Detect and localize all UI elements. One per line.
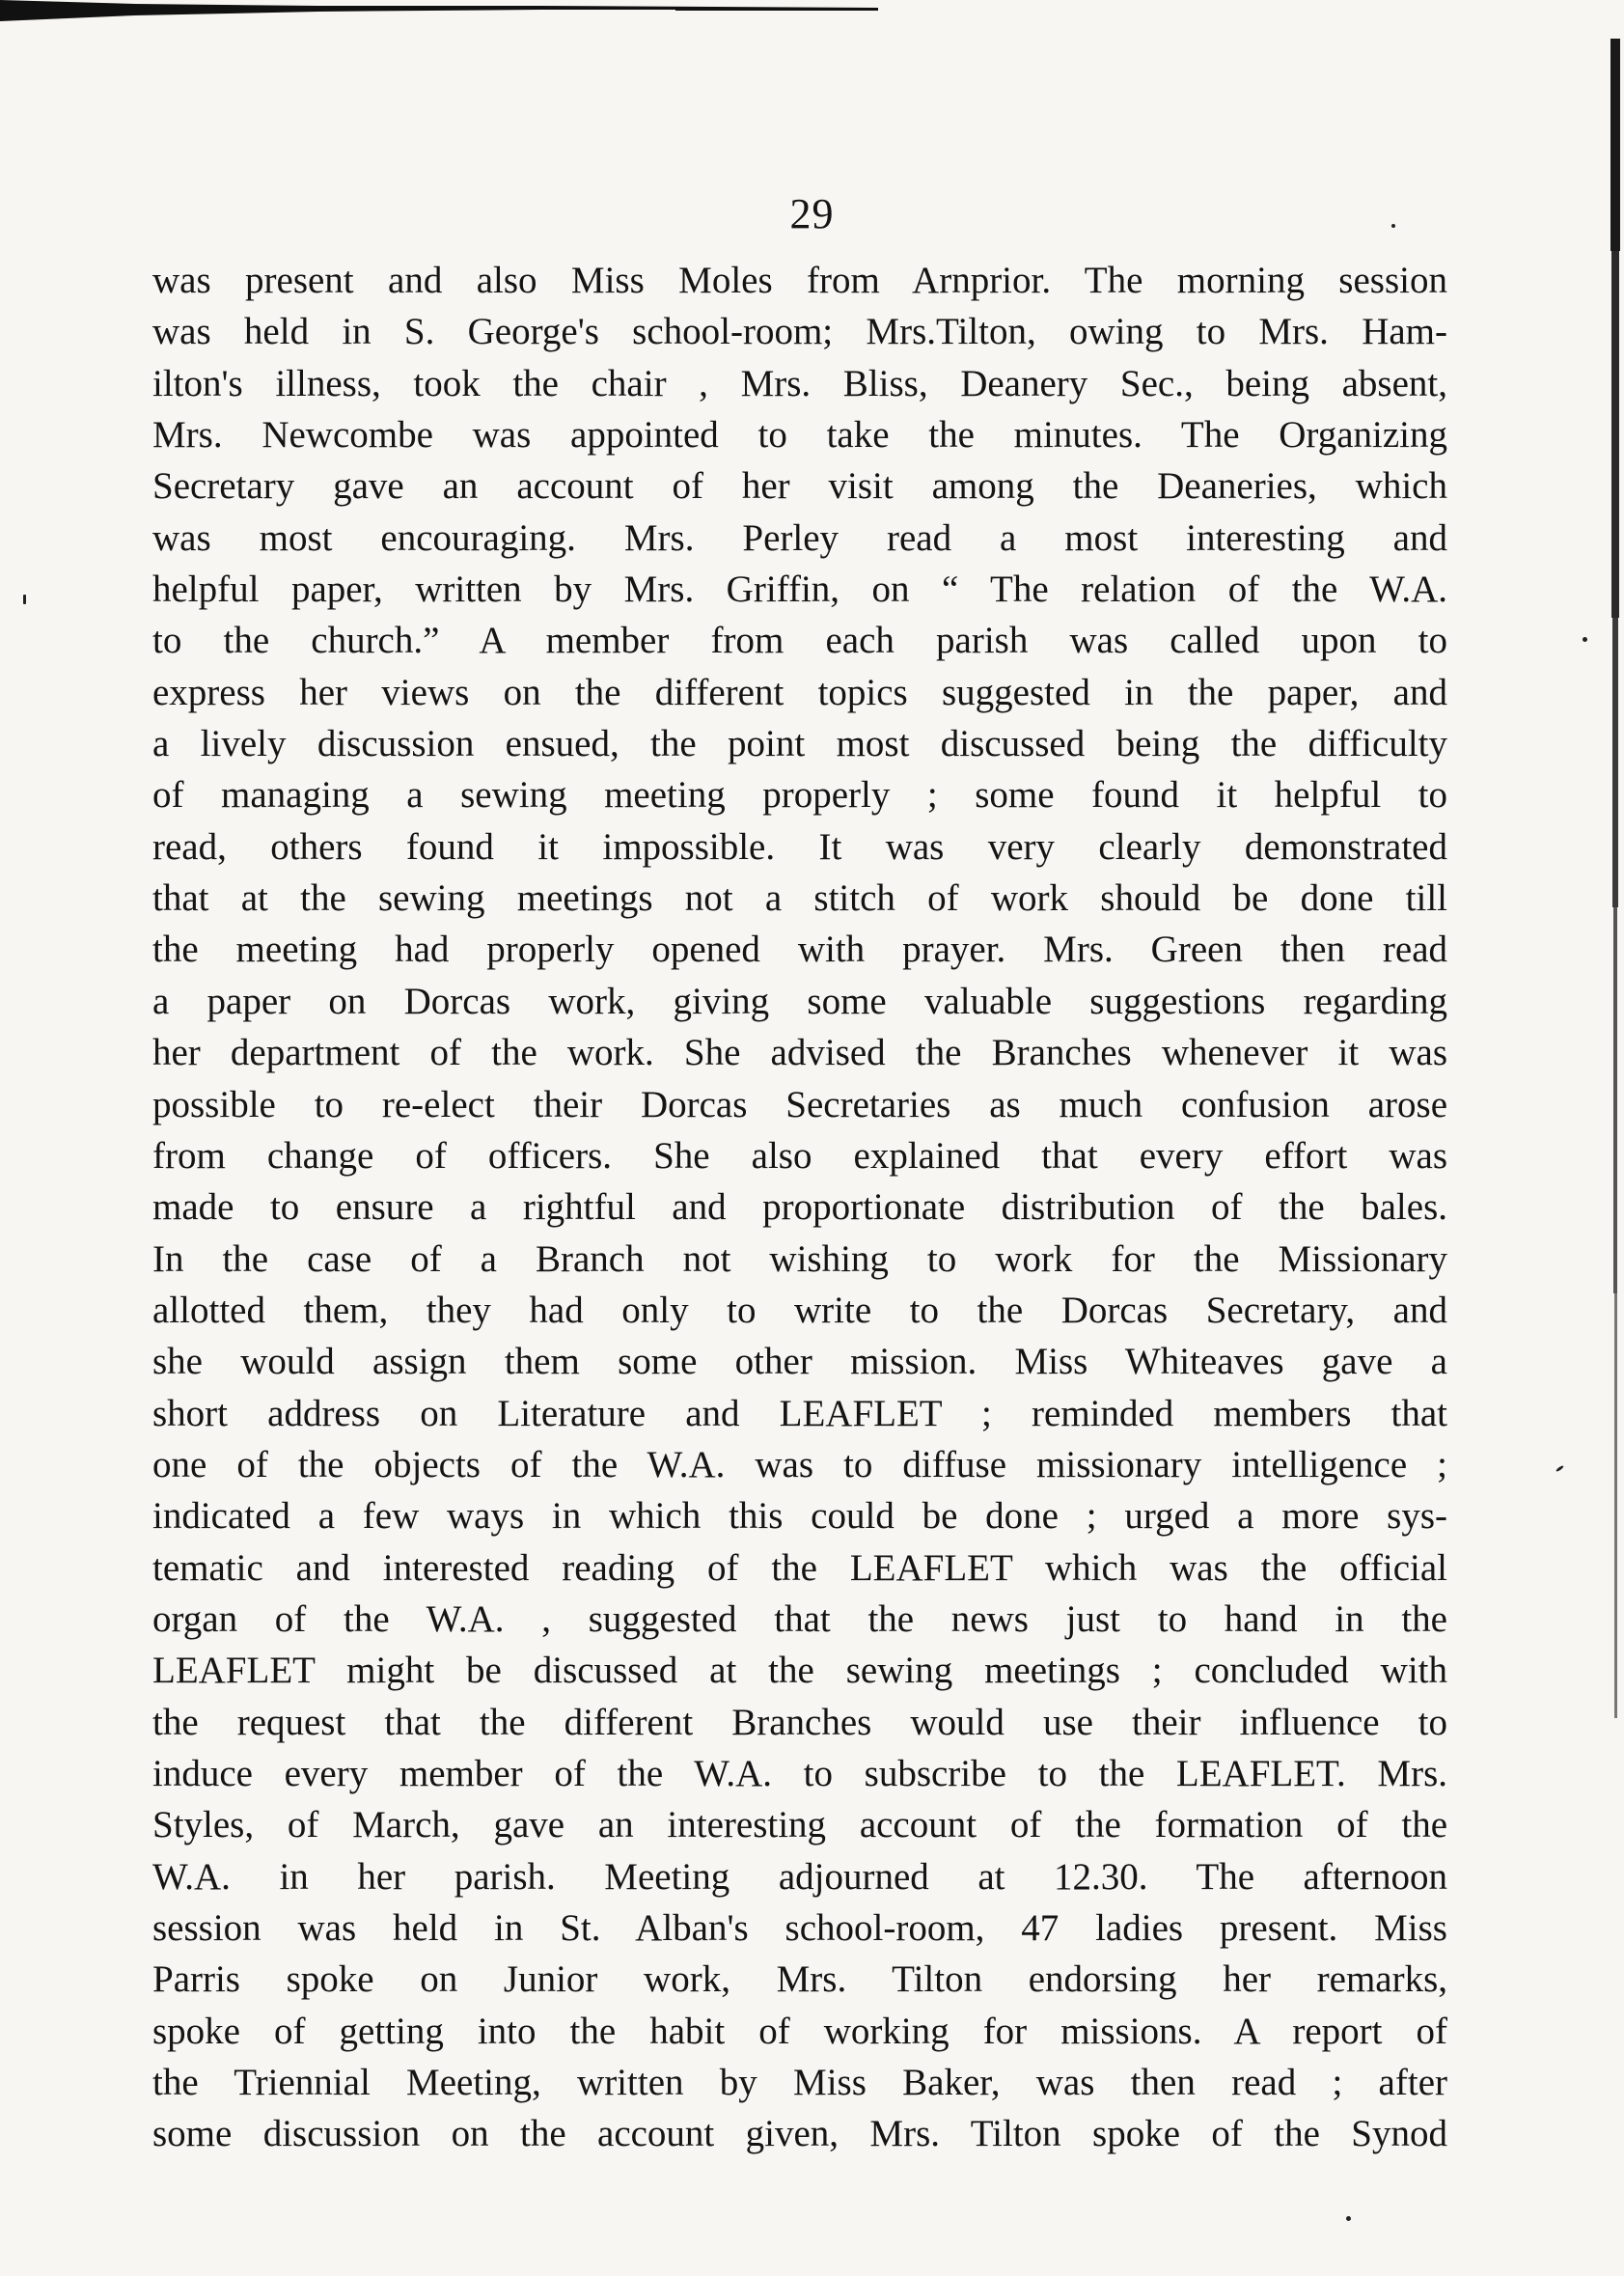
text-line: Secretary gave an account of her visit among the Deaneries, which bbox=[152, 465, 1447, 508]
text-line: read, others found it impossible. It was very clearly demonstrated bbox=[152, 825, 1447, 868]
text-line: allotted them, they had only to write to the Dorcas Secretary, and bbox=[152, 1289, 1447, 1331]
text-line: Styles, of March, gave an interesting account of the formation of the bbox=[152, 1804, 1447, 1846]
text-line: session was held in St. Alban's school-room, 47 ladies present. Miss bbox=[152, 1907, 1447, 1949]
text-line: the meeting had properly opened with prayer. Mrs. Green then read bbox=[152, 929, 1447, 971]
ink-speck bbox=[1555, 1465, 1564, 1473]
text-line: of managing a sewing meeting properly ; some found it helpful to bbox=[152, 774, 1447, 817]
text-line: her department of the work. She advised the Branches whenever it was bbox=[152, 1032, 1447, 1074]
text-line: a paper on Dorcas work, giving some valuable suggestions regarding bbox=[152, 980, 1447, 1022]
text-line: tematic and interested reading of the LEAFLET which was the official bbox=[152, 1546, 1447, 1589]
text-line: was held in S. George's school-room; Mrs.Tilton, owing to Mrs. Ham- bbox=[152, 311, 1447, 353]
text-line: indicated a few ways in which this could be done ; urged a more sys- bbox=[152, 1495, 1447, 1538]
ink-speck bbox=[1346, 2216, 1351, 2221]
page-number: 29 bbox=[789, 190, 835, 237]
text-line: a lively discussion ensued, the point most discussed being the difficulty bbox=[152, 723, 1447, 765]
text-line: W.A. in her parish. Meeting adjourned at 12.30. The afternoon bbox=[152, 1855, 1447, 1898]
text-line: that at the sewing meetings not a stitch of work should be done till bbox=[152, 877, 1447, 920]
body-text bbox=[152, 255, 1447, 2160]
text-line: helpful paper, written by Mrs. Griffin, on “ The relation of the W.A. bbox=[152, 569, 1447, 611]
text-line: from change of officers. She also explained that every effort was bbox=[152, 1134, 1447, 1177]
text-line: some discussion on the account given, Mrs. Tilton spoke of the Synod bbox=[152, 2113, 1447, 2155]
text-line: possible to re-elect their Dorcas Secretaries as much confusion arose bbox=[152, 1083, 1447, 1125]
text-line: was most encouraging. Mrs. Perley read a most interesting and bbox=[152, 516, 1447, 559]
text-line: express her views on the different topics suggested in the paper, and bbox=[152, 671, 1447, 713]
text-line: the request that the different Branches would use their influence to bbox=[152, 1701, 1447, 1743]
text-line: was present and also Miss Moles from Arnprior. The morning session bbox=[152, 260, 1447, 301]
text-line: the Triennial Meeting, written by Miss Baker, was then read ; after bbox=[152, 2062, 1447, 2104]
text-line: In the case of a Branch not wishing to work for the Missionary bbox=[152, 1237, 1447, 1280]
text-line: short address on Literature and LEAFLET ; reminded members that bbox=[152, 1392, 1447, 1434]
text-line: ilton's illness, took the chair , Mrs. Bliss, Deanery Sec., being absent, bbox=[152, 362, 1447, 404]
binding-edge-shadow bbox=[1603, 39, 1624, 1718]
text-line: Mrs. Newcombe was appointed to take the minutes. The Organizing bbox=[152, 414, 1447, 457]
text-line: to the church.” A member from each parish was called upon to bbox=[152, 620, 1447, 662]
text-line: organ of the W.A. , suggested that the news just to hand in the bbox=[152, 1597, 1447, 1640]
text-line: LEAFLET might be discussed at the sewing meetings ; concluded with bbox=[152, 1650, 1447, 1692]
text-line: she would assign them some other mission. Miss Whiteaves gave a bbox=[152, 1341, 1447, 1383]
text-line: Parris spoke on Junior work, Mrs. Tilton endorsing her remarks, bbox=[152, 1958, 1447, 2001]
text-line: spoke of getting into the habit of working for missions. A report of bbox=[152, 2010, 1447, 2052]
text-line: made to ensure a rightful and proportionate distribution of the bales. bbox=[152, 1186, 1447, 1229]
text-line: induce every member of the W.A. to subscribe to the LEAFLET. Mrs. bbox=[152, 1752, 1447, 1794]
ink-speck bbox=[1583, 637, 1587, 642]
ink-speck bbox=[23, 595, 26, 604]
text-line: one of the objects of the W.A. was to diffuse missionary intelligence ; bbox=[152, 1443, 1447, 1485]
top-border-rule bbox=[0, 0, 878, 29]
